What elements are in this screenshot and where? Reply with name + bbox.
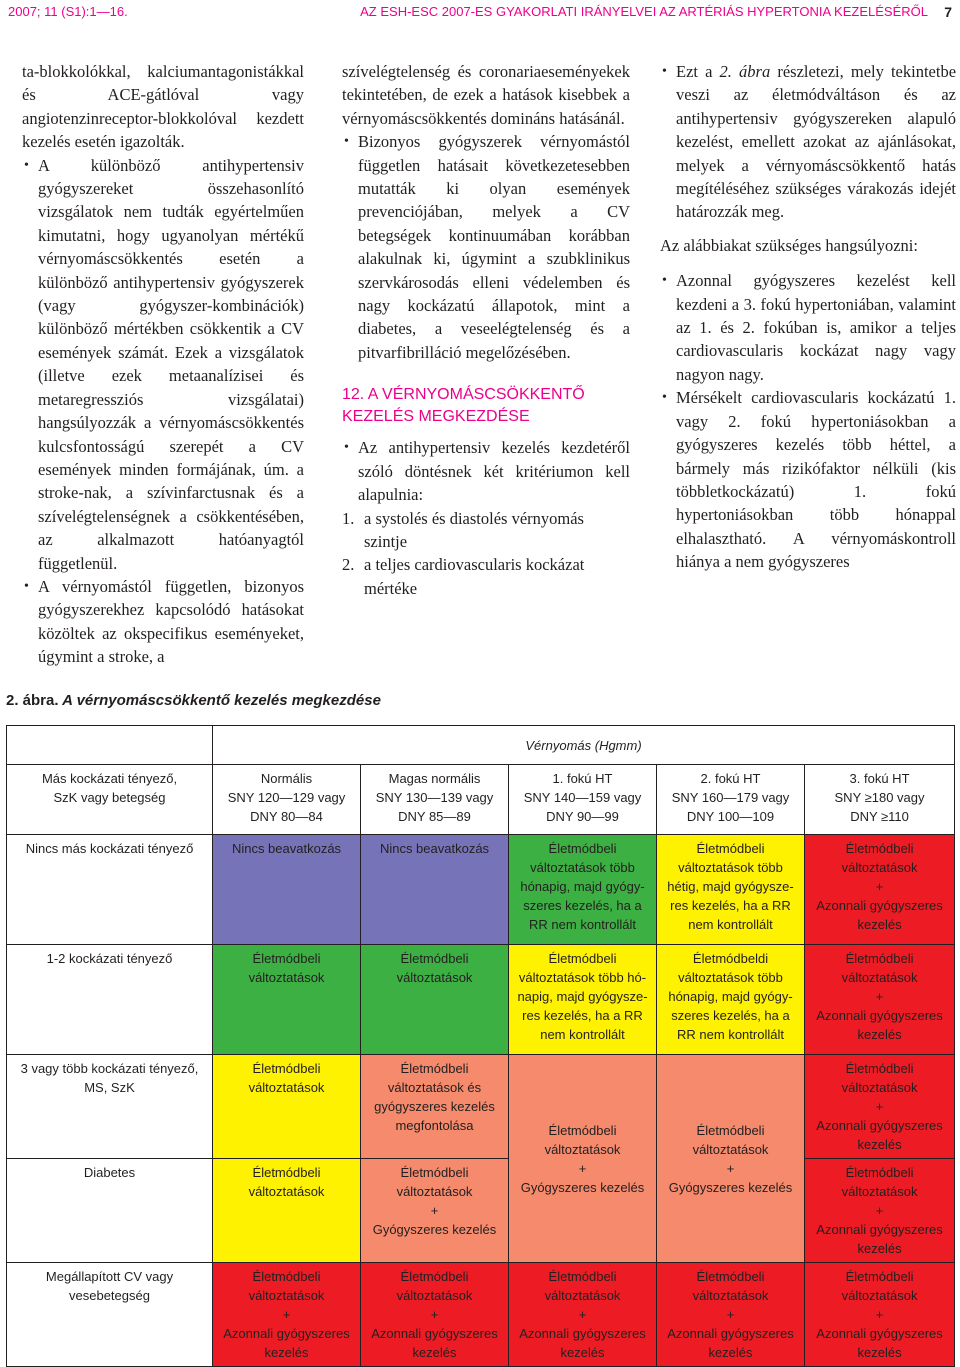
cell-line: változtatások és	[387, 1080, 482, 1095]
item-text: a teljes cardiovascularis kockázat mértéke	[364, 555, 585, 598]
cell-line: Életmódbeli	[548, 841, 617, 856]
cell-line: Életmódbeli	[548, 951, 617, 966]
text-run: Ezt a	[676, 62, 720, 81]
bullet-item	[660, 60, 956, 224]
table-cell	[805, 1263, 955, 1367]
cell-line: +	[578, 1160, 587, 1176]
column-header	[509, 765, 657, 835]
table-cell	[509, 945, 657, 1055]
table-cell	[805, 835, 955, 945]
table-column-header-row	[7, 765, 955, 835]
cell-line: SNY 120—129 vagy	[227, 790, 346, 805]
cell-line: változtatások	[692, 1288, 769, 1303]
cell-line: Magas normális	[388, 771, 481, 786]
table-header-row	[7, 726, 955, 765]
cell-line: változtatások	[248, 970, 325, 985]
running-title: AZ ESH-ESC 2007-ES GYAKORLATI IRÁNYELVEI AZ ARTÉRIÁS HYPERTONIA KEZELÉSÉRŐL	[360, 4, 928, 19]
table-cell	[361, 1263, 509, 1367]
cell-line: Azonnali gyógyszeres	[816, 1326, 943, 1341]
column-header	[657, 765, 805, 835]
treatment-decision-table	[6, 725, 955, 1367]
text-column-1	[22, 60, 304, 669]
cell-line: Életmódbeli	[400, 951, 469, 966]
paragraph: szívelégtelenség és coronariaeseményekek tekintetében, de ezek a hatások kisebbek a vérnyomáscsökkentés domináns hatásánál.	[342, 62, 630, 128]
cell-line: SNY 160—179 vagy	[671, 790, 790, 805]
blood-pressure-header	[213, 726, 955, 765]
cell-line: szeres kezelés, ha a	[523, 898, 642, 913]
cell-line: napig, majd gyógysze-	[517, 989, 648, 1004]
cell-line: Életmódbeli	[400, 1061, 469, 1076]
cell-line: változtatások	[396, 970, 473, 985]
cell-line: 1-2 kockázati tényező	[46, 951, 173, 966]
cell-line: nem kontrollált	[688, 917, 773, 932]
table-row	[7, 835, 955, 945]
cell-line: SNY 130—139 vagy	[375, 790, 494, 805]
row-label	[7, 1055, 213, 1159]
cell-line: Életmódbeli	[252, 1061, 321, 1076]
cell-line: változtatások	[544, 1141, 621, 1157]
cell-line: változtatások	[841, 1080, 918, 1095]
bullet-item: • Bizonyos gyógyszerek vérnyomástól független hatásait következetesebben mutatták ki olyan események prevenciójában, melyek a CV betegségek kontinuumában korábban alakulnak ki, úgymint a szubklinikus szervkárosodás elleni védelemben és nagy kockázatú állapotok, mint a diabetes, a veseelégtelenség és a pitvarfibrilláció megelőzésében.	[342, 130, 630, 364]
table-cell	[361, 945, 509, 1055]
cell-line: változtatások	[841, 1184, 918, 1199]
cell-line: változtatások több	[678, 970, 783, 985]
cell-line: kezelés	[708, 1345, 753, 1360]
cell-line: Azonnali gyógyszeres	[816, 898, 943, 913]
cell-line: nem kontrollált	[540, 1027, 625, 1042]
cell-line: hónapig, majd gyógy-	[668, 989, 793, 1004]
column-header	[361, 765, 509, 835]
cell-line: változtatások	[841, 860, 918, 875]
cell-line: megfontolása	[395, 1118, 474, 1133]
cell-line: +	[875, 1099, 884, 1114]
cell-line: Életmódbeldi	[692, 951, 769, 966]
cell-line: kezelés	[857, 1027, 902, 1042]
cell-line: 3 vagy több kockázati tényező,	[20, 1061, 199, 1076]
cell-line: SzK vagy betegség	[53, 790, 166, 805]
table-cell	[509, 1263, 657, 1367]
bullet-item: • Mérsékelt cardiovascularis kockázatú 1. vagy 2. fokú hypertoniásokban a gyógyszeres kezelés több héttel, a bármely más rizikófaktor nélküli (kis többletkockázatú) 1. fokú hypertoniásokban több hónappal elhalasztható. A vérnyomáskontroll hiánya a nem gyógyszeres	[660, 386, 956, 573]
cell-line: Gyógyszeres kezelés	[520, 1179, 645, 1195]
cell-line: +	[875, 1203, 884, 1218]
cell-line: +	[875, 989, 884, 1004]
bullet-list	[342, 436, 630, 506]
table-cell	[213, 1263, 361, 1367]
cell-line: hónapig, majd gyógy-	[520, 879, 645, 894]
cell-line: Nincs beavatkozás	[379, 841, 490, 856]
cell-line: SNY ≥180 vagy	[834, 790, 925, 805]
bullet-item: • Az antihypertensiv kezelés kezdetéről szóló döntésnek két kritériumon kell alapulnia:	[342, 436, 630, 506]
cell-line: 2. fokú HT	[700, 771, 761, 786]
cell-line: RR nem kontrollált	[677, 1027, 784, 1042]
item-number: 1.	[342, 508, 355, 528]
cell-line: Azonnali gyógyszeres	[667, 1326, 794, 1341]
cell-line: +	[578, 1307, 587, 1322]
cell-line: Normális	[260, 771, 313, 786]
cell-line: +	[282, 1307, 291, 1322]
cell-line: MS, SzK	[84, 1080, 135, 1095]
table-cell	[657, 1055, 805, 1263]
cell-line: változtatások	[248, 1184, 325, 1199]
cell-line: Életmódbeli	[845, 951, 914, 966]
item-number: 2.	[342, 555, 355, 575]
row-label	[7, 945, 213, 1055]
column-header	[213, 765, 361, 835]
bullet-item: • Azonnal gyógyszeres kezelést kell kezdeni a 3. fokú hypertoniában, valamint az 1. és 2. fokúban is, amikor a teljes cardiovascularis kockázat nagy vagy nagyon nagy.	[660, 269, 956, 386]
cell-line: +	[430, 1203, 439, 1218]
figure-number: 2. ábra.	[6, 692, 59, 709]
row-label	[7, 1159, 213, 1263]
cell-line: kezelés	[857, 1345, 902, 1360]
row-label	[7, 835, 213, 945]
cell-line: +	[875, 1307, 884, 1322]
cell-line: SNY 140—159 vagy	[523, 790, 642, 805]
cell-line: 1. fokú HT	[552, 771, 613, 786]
cell-line: gyógyszeres kezelés	[374, 1099, 495, 1114]
row-label	[7, 1263, 213, 1367]
cell-line: változtatások	[396, 1184, 473, 1199]
cell-line: változtatások több	[530, 860, 635, 875]
cell-line: hétig, majd gyógysze-	[667, 879, 794, 894]
cell-line: DNY 100—109	[686, 809, 775, 824]
cell-line: kezelés	[857, 917, 902, 932]
cell-line: kezelés	[857, 1241, 902, 1256]
cell-line: DNY ≥110	[850, 809, 909, 824]
cell-line: DNY 80—84	[250, 809, 323, 824]
bullet-item: • A különböző antihypertensiv gyógyszereket összehasonlító vizsgálatok nem tudták egyértelműen kimutatni, hogy ugyanolyan mértékű vérnyomáscsökkentés esetén a különböző antihypertensiv gyógyszerek (vagy gyógyszer-kombinációk) különböző mértékben csökkentik a CV események számát. Ezek a vizsgálatok (illetve ezek metaanalízisei és metaregressziós vizsgálatai) hangsúlyozzák a vérnyomáscsökkentés kulcsfontosságú szerepét a CV események minden formájának, úm. a stroke-nak, a szívinfarctusnak és a szívelégtelenségnek a csökkentésében, az alkalmazott hatóanyagtól függetlenül.	[22, 154, 304, 575]
table-row	[7, 1263, 955, 1367]
cell-line: Azonnali gyógyszeres	[816, 1222, 943, 1237]
cell-line: Gyógyszeres kezelés	[668, 1179, 793, 1195]
section-heading-line: 12. A VÉRNYOMÁSCSÖKKENTŐ	[342, 386, 585, 404]
cell-line: kezelés	[412, 1345, 457, 1360]
table-cell	[361, 1055, 509, 1159]
cell-line: Megállapított CV vagy	[45, 1269, 174, 1284]
cell-line: változtatások	[841, 970, 918, 985]
table-cell	[805, 945, 955, 1055]
cell-line: változtatások	[692, 1141, 769, 1157]
numbered-item	[342, 553, 630, 600]
bullet-list	[342, 130, 630, 364]
cell-line: Nincs beavatkozás	[231, 841, 342, 856]
cell-line: Diabetes	[83, 1165, 136, 1180]
cell-line: változtatások	[841, 1288, 918, 1303]
cell-line: Gyógyszeres kezelés	[372, 1222, 497, 1237]
cell-line: Azonnali gyógyszeres	[371, 1326, 498, 1341]
cell-line: Azonnali gyógyszeres	[816, 1008, 943, 1023]
item-text: a systolés és diastolés vérnyomás szintje	[364, 508, 584, 551]
cell-line: Életmódbeli	[252, 1269, 321, 1284]
figure-reference: 2. ábra	[719, 62, 771, 81]
cell-line: RR nem kontrollált	[529, 917, 636, 932]
cell-line: +	[875, 879, 884, 894]
numbered-list	[342, 507, 630, 601]
text-run: részletezi, mely tekintetbe veszi az életmódváltáson és az antihypertensiv gyógyszereken alapuló kezelést, emellett azokat az ajánlásokat, melyek a vérnyomáscsökkentő hatás megítéléséhez szükséges várakozás idejét határozzák meg.	[676, 62, 957, 222]
figure-caption	[6, 692, 381, 709]
cell-line: Életmódbeli	[400, 1269, 469, 1284]
cell-line: 3. fokú HT	[849, 771, 910, 786]
table-cell	[805, 1055, 955, 1159]
section-heading	[342, 384, 630, 428]
cell-line: res kezelés, ha a RR	[522, 1008, 643, 1023]
cell-line: Más kockázati tényező,	[41, 771, 178, 786]
table-cell	[805, 1159, 955, 1263]
cell-line: +	[430, 1307, 439, 1322]
table-cell	[361, 1159, 509, 1263]
table-row	[7, 1159, 955, 1263]
table-cell	[657, 835, 805, 945]
cell-line: kezelés	[857, 1137, 902, 1152]
cell-line: res kezelés, ha a RR	[670, 898, 791, 913]
table-cell	[213, 1055, 361, 1159]
lead-paragraph: Az alábbiakat szükséges hangsúlyozni:	[660, 235, 918, 255]
section-heading-line: KEZELÉS MEGKEZDÉSE	[342, 408, 530, 426]
paragraph: ta-blokkolókkal, kalciumantagonistákkal és ACE-gátlóval vagy angiotenzinreceptor-blokkolóval kezdett kezelés esetén igazolták.	[22, 62, 304, 152]
cell-line: Életmódbeli	[548, 1269, 617, 1284]
text-column-2	[342, 60, 630, 600]
citation: 2007; 11 (S1):1—16.	[8, 4, 128, 19]
table-cell	[657, 945, 805, 1055]
cell-line: Életmódbeli	[845, 1061, 914, 1076]
cell-line: kezelés	[264, 1345, 309, 1360]
cell-line: Életmódbeli	[696, 1122, 765, 1138]
cell-line: változtatások	[544, 1288, 621, 1303]
cell-line: Életmódbeli	[845, 1165, 914, 1180]
cell-line: +	[726, 1307, 735, 1322]
cell-line: Azonnali gyógyszeres	[223, 1326, 350, 1341]
text-column-3	[660, 60, 956, 574]
table-cell	[361, 835, 509, 945]
header-text: Vérnyomás (Hgmm)	[525, 737, 642, 753]
cell-line: Életmódbeli	[845, 841, 914, 856]
cell-line: változtatások	[248, 1288, 325, 1303]
cell-line: változtatások több	[678, 860, 783, 875]
cell-line: Életmódbeli	[548, 1122, 617, 1138]
cell-line: Életmódbeli	[696, 841, 765, 856]
cell-line: kezelés	[560, 1345, 605, 1360]
table-cell	[213, 835, 361, 945]
bullet-item: • A vérnyomástól független, bizonyos gyógyszerekhez kapcsolódó hatásokat közöltek az okspecifikus eseményeket, úgymint a stroke, a	[22, 575, 304, 669]
figure-title: A vérnyomáscsökkentő kezelés megkezdése	[58, 692, 381, 709]
table-row	[7, 1055, 955, 1159]
table-cell	[213, 1159, 361, 1263]
bullet-list	[660, 269, 956, 573]
numbered-item	[342, 507, 630, 554]
cell-line: +	[726, 1160, 735, 1176]
cell-line: Életmódbeli	[252, 951, 321, 966]
table-cell	[509, 835, 657, 945]
table-cell	[509, 1055, 657, 1263]
cell-line: DNY 85—89	[398, 809, 471, 824]
cell-line: Életmódbeli	[400, 1165, 469, 1180]
bullet-list	[22, 154, 304, 669]
table-row	[7, 945, 955, 1055]
cell-line: vesebetegség	[69, 1288, 150, 1303]
table-cell	[213, 945, 361, 1055]
running-header	[8, 4, 952, 22]
cell-line: Életmódbeli	[252, 1165, 321, 1180]
cell-line: DNY 90—99	[546, 809, 619, 824]
cell-line: Nincs más kockázati tényező	[25, 841, 194, 856]
table-cell	[657, 1263, 805, 1367]
cell-line: Azonnali gyógyszeres	[519, 1326, 646, 1341]
cell-line: változtatások	[396, 1288, 473, 1303]
cell-line: Életmódbeli	[845, 1269, 914, 1284]
cell-line: szeres kezelés, ha a	[671, 1008, 790, 1023]
corner-header	[7, 765, 213, 835]
cell-line: változtatások	[248, 1080, 325, 1095]
cell-line: Életmódbeli	[696, 1269, 765, 1284]
cell-line: változtatások több hó-	[518, 970, 647, 985]
bullet-list	[660, 60, 956, 224]
cell-line: Azonnali gyógyszeres	[816, 1118, 943, 1133]
page-number: 7	[944, 4, 952, 20]
column-header	[805, 765, 955, 835]
